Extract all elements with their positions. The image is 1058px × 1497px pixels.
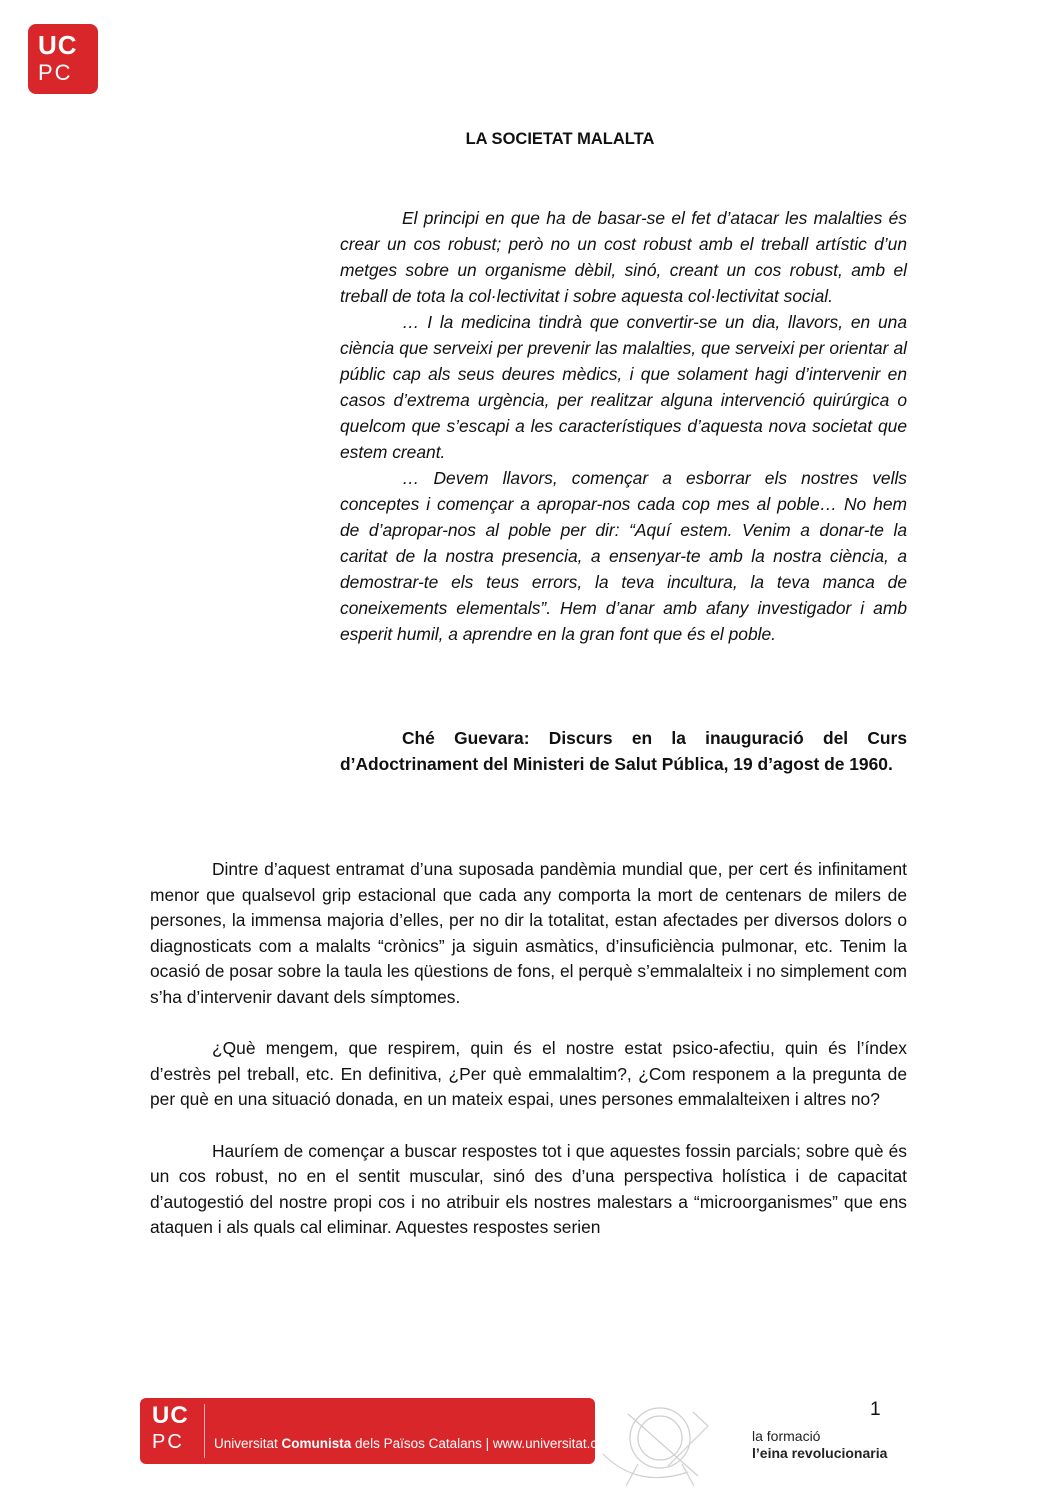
tagline-line-1: la formació	[752, 1428, 821, 1444]
body-text	[150, 857, 907, 1267]
footer-label-suffix: dels Països Catalans | www.universitat.cat	[351, 1436, 609, 1451]
footer-label	[214, 1435, 608, 1453]
footer-logo-top: UC	[152, 1402, 189, 1429]
footer-tagline	[752, 1428, 887, 1462]
tagline-line-2: l’eina revolucionaria	[752, 1445, 888, 1461]
footer-divider	[204, 1404, 205, 1458]
footer-logo-bottom: PC	[152, 1431, 184, 1453]
ucpc-logo	[28, 24, 98, 94]
body-paragraph: Dintre d’aquest entramat d’una suposada pandèmia mundial que, per cert és infinitament menor que qualsevol grip estacional que cada any comporta la mort de centenars de milers de persones, la immensa majoria d’elles, per no dir la totalitat, estan afectades per diversos dolors o diagnosticats com a malalts “crònics” ja siguin asmàtics, d’insuficiència pulmonar, etc. Tenim la ocasió de posar sobre la taula les qüestions de fons, el perquè s’emmalalteix i no simplement com s’ha d’intervenir davant dels símptomes.	[150, 859, 907, 1007]
hammer-sickle-watermark-icon	[598, 1394, 748, 1492]
footer-label-bold: Comunista	[281, 1436, 352, 1451]
page-number: 1	[870, 1399, 881, 1420]
document-title: LA SOCIETAT MALALTA	[465, 130, 655, 148]
quote-paragraph: … I la medicina tindrà que convertir-se un dia, llavors, en una ciència que serveixi per prevenir las malalties, que serveixi per orientar al públic cap als seus deures mèdics, i que solament hagi d’intervenir en casos d’extrema urgència, per realitzar alguna intervenció quirúrgica o quelcom que s’escapi a les característiques d’aquesta nova societat que estem creant.	[340, 312, 907, 462]
footer-banner	[140, 1398, 609, 1464]
quote-paragraph: El principi en que ha de basar-se el fet d’atacar les malalties és crear un cos robust; però no un cost robust amb el treball artístic d’un metges sobre un organisme dèbil, sinó, creant un cos robust, amb el treball de tota la col·lectivitat i sobre aquesta col·lectivitat social.	[340, 208, 907, 306]
quote-attribution: Ché Guevara: Discurs en la inauguració del Curs d’Adoctrinament del Ministeri de Salut Pública, 19 d’agost de 1960.	[340, 728, 907, 774]
footer-label-prefix: Universitat	[214, 1436, 282, 1451]
body-paragraph: ¿Què mengem, que respirem, quin és el nostre estat psico-afectiu, quin és l’índex d’estrès pel treball, etc. En definitiva, ¿Per què emmalaltim?, ¿Com responem a la pregunta de per què en una situació donada, en un mateix espai, unes persones emmalalteixen i altres no?	[150, 1038, 907, 1110]
logo-top-text: UC	[38, 30, 78, 60]
epigraph-quote	[340, 205, 907, 647]
quote-paragraph: … Devem llavors, començar a esborrar els nostres vells conceptes i començar a apropar-nos cada cop mes al poble… No hem de d’apropar-nos al poble per dir: “Aquí estem. Venim a donar-te la caritat de la nostra presencia, a ensenyar-te amb la nostra ciència, a demostrar-te els teus errors, la teva incultura, la teva manca de coneixements elementals”. Hem d’anar amb afany investigador i amb esperit humil, a aprendre en la gran font que és el poble.	[340, 468, 907, 644]
logo-bottom-text: PC	[38, 60, 73, 85]
body-paragraph: Hauríem de començar a buscar respostes tot i que aquestes fossin parcials; sobre què és un cos robust, no en el sentit muscular, sinó des d’una perspectiva holística i de capacitat d’autogestió del nostre propi cos i no atribuir els nostres malestars a “microorganismes” que ens ataquen i als quals cal eliminar. Aquestes respostes serien	[150, 1140, 907, 1238]
